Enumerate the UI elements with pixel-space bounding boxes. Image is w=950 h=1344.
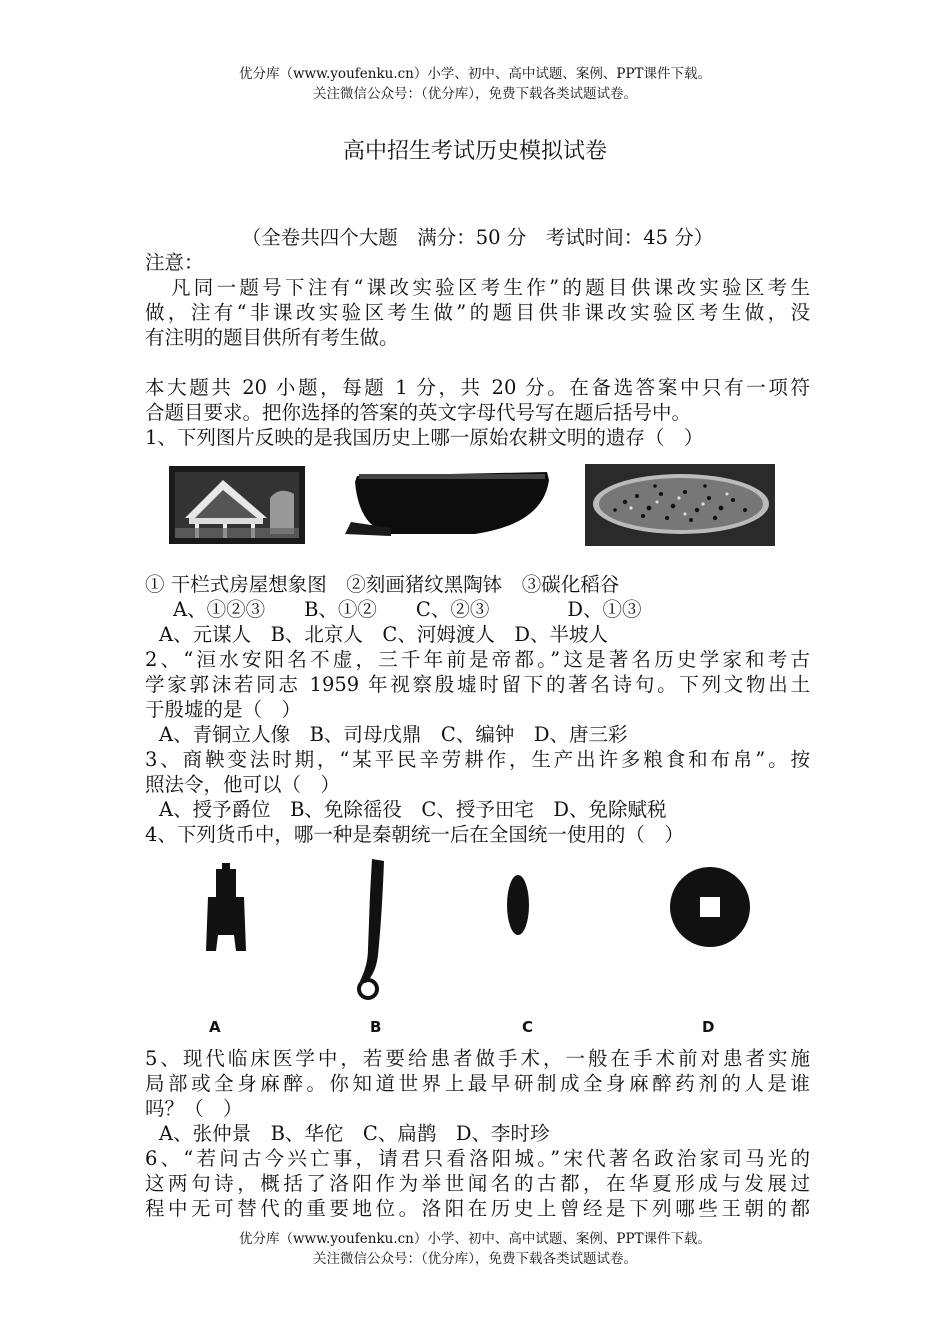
intro-block [145,225,810,450]
q3-line: 照法令，他可以（ ） [145,773,341,796]
page-title: 高中招生考试历史模拟试卷 [342,139,607,164]
questions-block-2 [145,1046,810,1221]
coin-letter-c: C [522,1018,534,1036]
header-line-2: 关注微信公众号：（优分库），免费下载各类试题试卷。 [313,86,637,102]
stilt-house-image [169,466,305,544]
q5-line: 局部或全身麻醉。你知道世界上最早研制成全身麻醉药剂的人是谁 [145,1072,810,1095]
q6-line: 这两句诗，概括了洛阳作为举世闻名的古都，在华夏形成与发展过 [145,1172,810,1195]
spade-coin-image [206,863,246,951]
q1-options: A、元谋人 B、北京人 C、河姆渡人 D、半坡人 [159,623,608,646]
q1-options-combo: A、①②③ B、①② C、②③ D、①③ [173,598,642,621]
q3-line: 3、商鞅变法时期，“某平民辛劳耕作，生产出许多粮食和布帛”。按 [145,748,810,771]
coin-letter-b: B [370,1018,382,1036]
questions-block-1 [145,572,810,847]
q5-options: A、张仲景 B、华佗 C、扁鹊 D、李时珍 [159,1122,550,1145]
page-header [0,64,950,104]
section-intro-line: 本大题共 20 小题，每题 1 分，共 20 分。在备选答案中只有一项符 [145,376,810,399]
coin-letter-a: A [209,1018,221,1036]
q1-image-row [145,458,810,548]
q6-line: 6、“若问古今兴亡事，请君只看洛阳城。”宋代著名政治家司马光的 [145,1147,810,1170]
round-square-hole-coin-image [670,867,750,947]
section-intro-line: 合题目要求。把你选择的答案的英文字母代号写在题后括号中。 [145,401,692,424]
q2-line: 2、“洹水安阳名不虚，三千年前是帝都。”这是著名历史学家和考古 [145,648,810,671]
q4-letters [0,1018,950,1038]
notice-label: 注意： [145,251,204,274]
carbonized-rice-image [585,464,775,546]
q2-line: 于殷墟的是（ ） [145,698,302,721]
q2-options: A、青铜立人像 B、司母戊鼎 C、编钟 D、唐三彩 [159,723,628,746]
footer-line-1: 优分库（www.youfenku.cn）小学、初中、高中试题、案例、PPT课件下载。 [238,1231,712,1247]
q5-line: 吗？（ ） [145,1097,243,1120]
blank-line [145,350,810,375]
notice-line: 凡同一题号下注有“课改实验区考生作”的题目供课改实验区考生 [171,276,810,299]
exam-info: （全卷共四个大题 满分：50 分 考试时间：45 分） [241,226,714,249]
header-line-1: 优分库（www.youfenku.cn）小学、初中、高中试题、案例、PPT课件下载。 [238,66,712,82]
black-pottery-bowl-image [345,472,549,536]
q4-stem: 4、下列货币中，哪一种是秦朝统一后在全国统一使用的（ ） [145,823,684,846]
notice-line: 做，注有“非课改实验区考生做”的题目供非课改实验区考生做，没 [145,301,810,324]
q3-options: A、授予爵位 B、免除徭役 C、授予田宅 D、免除赋税 [159,798,667,821]
knife-coin-image [359,859,384,998]
coin-letter-d: D [702,1018,715,1036]
q5-line: 5、现代临床医学中，若要给患者做手术，一般在手术前对患者实施 [145,1047,810,1070]
ant-nose-coin-image [507,875,529,935]
page-footer [0,1229,950,1269]
q1-stem: 1、下列图片反映的是我国历史上哪一原始农耕文明的遗存（ ） [145,426,704,449]
footer-line-2: 关注微信公众号：（优分库），免费下载各类试题试卷。 [313,1251,637,1267]
notice-line: 有注明的题目供所有考生做。 [145,326,399,349]
q4-coin-row [0,855,950,1015]
q2-line: 学家郭沫若同志 1959 年视察殷墟时留下的著名诗句。下列文物出土 [145,673,810,696]
q6-line: 程中无可替代的重要地位。洛阳在历史上曾经是下列哪些王朝的都 [145,1197,810,1220]
q1-captions: ① 干栏式房屋想象图 ②刻画猪纹黑陶钵 ③碳化稻谷 [145,573,620,596]
